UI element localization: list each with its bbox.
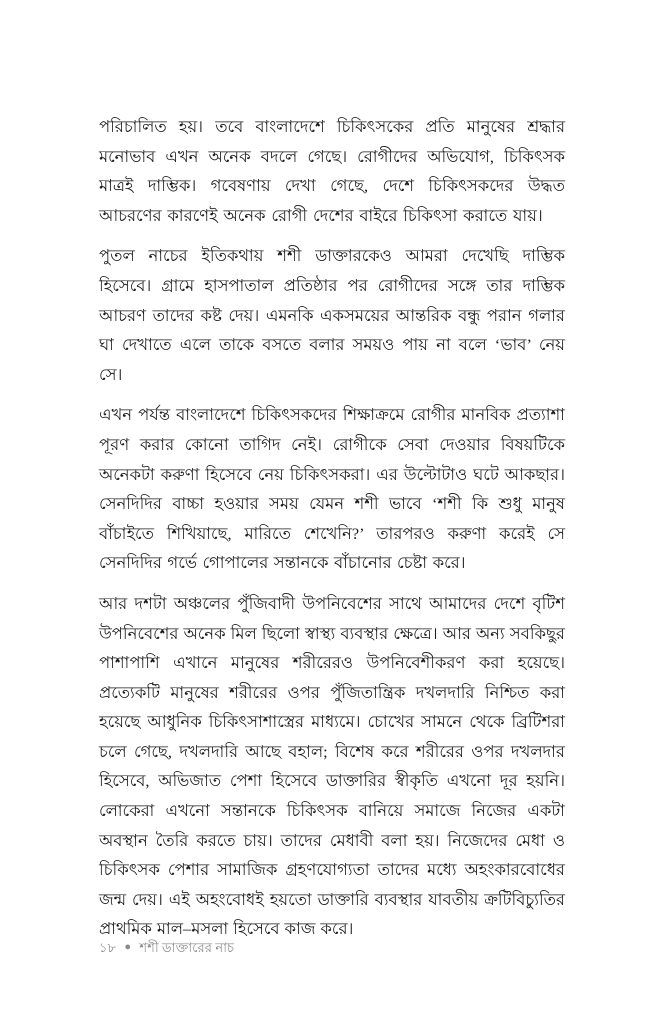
body-paragraph: পরিচালিত হয়। তবে বাংলাদেশে চিকিৎসকের প্রতি মানুষের শ্রদ্ধার মনোভাব এখন অনেক বদলে গেছে। রোগীদের অভিযোগ, চিকিৎসক মাত্রই দাম্ভিক। গবেষণায় দেখা গেছে, দেশে চিকিৎসকদের উদ্ধত আচরণের কারণেই অনেক রোগী দেশের বাইরে চিকিৎসা করাতে যায়। [99,117,565,225]
body-paragraph: এখন পর্যন্ত বাংলাদেশে চিকিৎসকদের শিক্ষাক্রমে রোগীর মানবিক প্রত্যাশা পূরণ করার কোনো তাগিদ নেই। রোগীকে সেবা দেওয়ার বিষয়টিকে অনেকটা করুণা হিসেবে নেয় চিকিৎসকরা। এর উল্টোটাও ঘটে আকছার। সেনদিদির বাচ্চা হওয়ার সময় যেমন শশী ভাবে ‘শশী কি শুধু মানুষ বাঁচাইতে শিখিয়াছে, মারিতে শেখেনি?’ তারপরও করুণা করেই সে সেনদিদির গর্ভে গোপালের সন্তানকে বাঁচানোর চেষ্টা করে। [99,405,565,573]
footer-page-number: ১৮ [99,940,117,955]
body-text-block [99,112,565,944]
body-paragraph: আর দশটা অঞ্চলের পুঁজিবাদী উপনিবেশের সাথে আমাদের দেশে বৃটিশ উপনিবেশের অনেক মিল ছিলো স্বাস্থ্য ব্যবস্থার ক্ষেত্রে। আর অন্য সবকিছুর পাশাপাশি এখানে মানুষের শরীরেরও উপনিবেশীকরণ করা হয়েছে। প্রত্যেকটি মানুষের শরীরের ওপর পুঁজিতান্ত্রিক দখলদারি নিশ্চিত করা হয়েছে আধুনিক চিকিৎসাশাস্ত্রের মাধ্যমে। চোখের সামনে থেকে ব্রিটিশরা চলে গেছে, দখলদারি আছে বহাল; বিশেষ করে শরীরের ওপর দখলদার হিসেবে, অভিজাত পেশা হিসেবে ডাক্তারির স্বীকৃতি এখনো দূর হয়নি। লোকেরা এখনো সন্তানকে চিকিৎসক বানিয়ে সমাজে নিজের একটা অবস্থান তৈরি করতে চায়। তাদের মেধাবী বলা হয়। নিজেদের মেধা ও চিকিৎসক পেশার সামাজিক গ্রহণযোগ্যতা তাদের মধ্যে অহংকারবোধের জন্ম দেয়। এই অহংবোধই হয়তো ডাক্তারি ব্যবস্থার যাবতীয় ক্রটিবিচ্যুতির প্রাথমিক মাল–মসলা হিসেবে কাজ করে। [99,593,565,939]
footer-book-title: শশী ডাক্তারের নাচ [139,940,235,955]
body-paragraph: পুতল নাচের ইতিকথায় শশী ডাক্তারকেও আমরা দেখেছি দাম্ভিক হিসেবে। গ্রামে হাসপাতাল প্রতিষ্ঠার পর রোগীদের সঙ্গে তার দাম্ভিক আচরণ তাদের কষ্ট দেয়। এমনকি একসময়ের আন্তরিক বন্ধু পরান গলার ঘা দেখাতে এলে তাকে বসতে বলার সময়ও পায় না বলে ‘ভাব’ নেয় সে। [99,246,565,384]
page-footer [99,938,565,957]
bullet-separator-icon: ● [124,941,132,953]
